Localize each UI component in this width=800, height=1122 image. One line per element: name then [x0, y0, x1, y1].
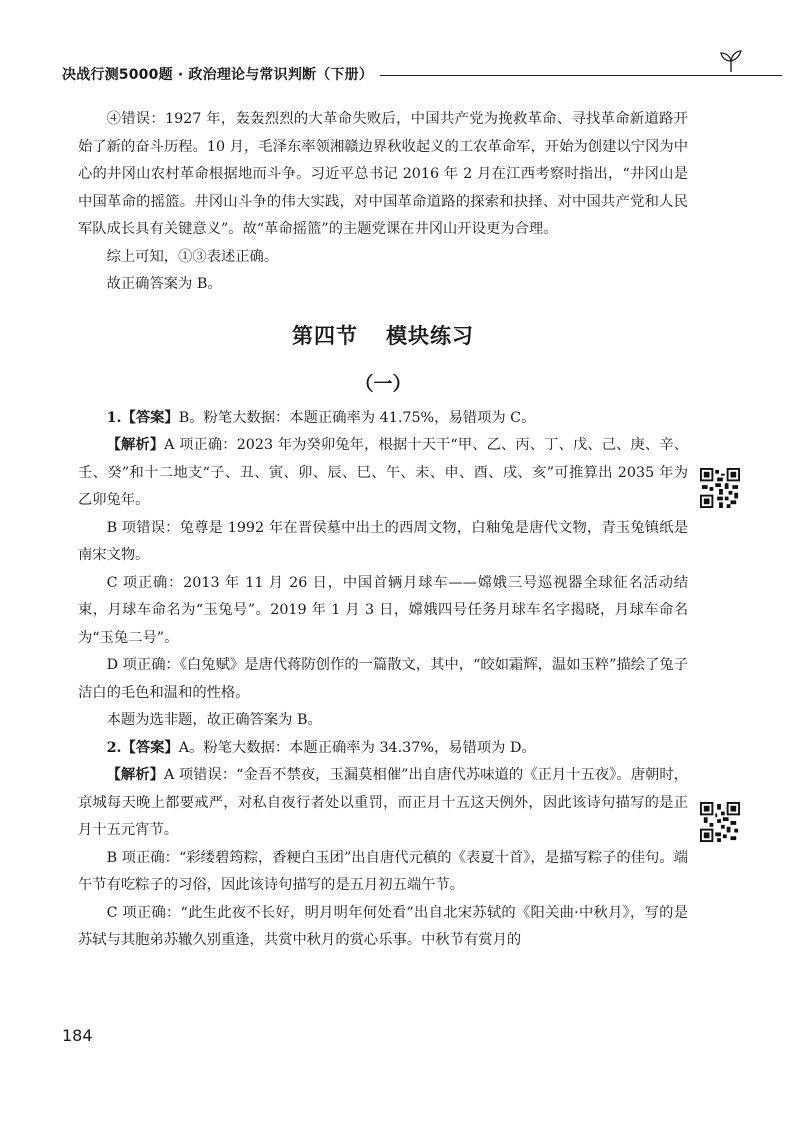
q1-conclusion: 本题为选非题，故正确答案为 B。: [106, 712, 322, 728]
analysis-text: A 项正确：2023 年为癸卯兔年，根据十天干“甲、乙、丙、丁、戊、己、庚、辛、壬、癸”和十二地支“子、丑、寅、卯、辰、巳、午、未、申、酉、戌、亥”可推算出 2035 年为乙卯兔年。: [78, 437, 689, 508]
section-name: 模块练习: [386, 323, 474, 348]
q1-analysis-b: B 项错误：兔尊是 1992 年在晋侯墓中出土的西周文物，白釉兔是唐代文物，青玉兔镇纸是南宋文物。: [78, 519, 688, 563]
qr-code-icon[interactable]: [700, 802, 740, 842]
section-title: [78, 321, 688, 351]
header-rule: [380, 75, 782, 76]
q2-answer: [78, 735, 688, 763]
paragraph: 综上可知，①③表述正确。: [106, 248, 279, 265]
sub-title: （一）: [354, 372, 412, 395]
answer-label: 1.【答案】: [106, 409, 179, 426]
page-content: [78, 106, 688, 955]
q2-analysis-c: C 项正确：“此生此夜不长好，明月明年何处看”出自北宋苏轼的《阳关曲·中秋月》，写的是苏轼与其胞弟苏辙久别重逢，共赏中秋月的赏心乐事。中秋节有赏月的: [78, 904, 688, 948]
q1-analysis-c: C 项正确：2013 年 11 月 26 日，中国首辆月球车——嫦娥三号巡视器全球征名活动结束，月球车命名为“玉兔号”。2019 年 1 月 3 日，嫦娥四号任务月球车名字揭晓，月球车命名为“玉兔二号”。: [78, 574, 688, 646]
paragraph: ④错误：1927 年，轰轰烈烈的大革命失败后，中国共产党为挽救革命、寻找革命新道路开始了新的奋斗历程。10 月，毛泽东率领湘赣边界秋收起义的工农革命军，开始为创建以宁冈为中心的井冈山农村革命根据地而斗争。习近平总书记 2016 年 2 月在江西考察时指出，“井冈山是中国革命的摇篮。井冈山斗争的伟大实践，对中国革命道路的探索和抉择、对中国共产党和人民军队成长具有关键意义”。故“革命摇篮”的主题党课在井冈山开设更为合理。: [78, 111, 688, 237]
qr-code-icon[interactable]: [700, 468, 740, 508]
section-number: 第四节: [292, 323, 358, 348]
analysis-text: A 项错误：“金吾不禁夜，玉漏莫相催”出自唐代苏味道的《正月十五夜》。唐朝时，京城每天晚上都要戒严，对私自夜行者处以重罚，而正月十五这天例外，因此该诗句描写的是正月十五元宵节。: [78, 767, 689, 838]
analysis-label: 【解析】: [106, 767, 164, 783]
q2-analysis-a: [78, 762, 688, 845]
q1-analysis-a: [78, 432, 688, 515]
paragraph: 故正确答案为 B。: [106, 276, 222, 292]
q2-analysis-b: B 项正确：“彩缕碧筠粽，香粳白玉团”出自唐代元稹的《表夏十首》，是描写粽子的佳句。端午节有吃粽子的习俗，因此该诗句描写的是五月初五端午节。: [78, 849, 688, 893]
answer-text: B。粉笔大数据：本题正确率为 41.75%，易错项为 C。: [178, 409, 536, 426]
q1-analysis-d: D 项正确：《白兔赋》是唐代蒋防创作的一篇散文，其中，“皎如霜辉，温如玉粹”描绘了兔子洁白的毛色和温和的性格。: [78, 657, 688, 701]
sprout-icon: [718, 48, 744, 74]
answer-label: 2.【答案】: [106, 739, 179, 756]
running-header: [62, 64, 762, 86]
analysis-label: 【解析】: [106, 437, 165, 453]
page-number: 184: [62, 1026, 93, 1045]
q1-answer: [78, 405, 688, 433]
book-title: 决战行测5000题 · 政治理论与常识判断（下册）: [62, 67, 374, 83]
answer-text: A。粉笔大数据：本题正确率为 34.37%，易错项为 D。: [178, 739, 536, 756]
